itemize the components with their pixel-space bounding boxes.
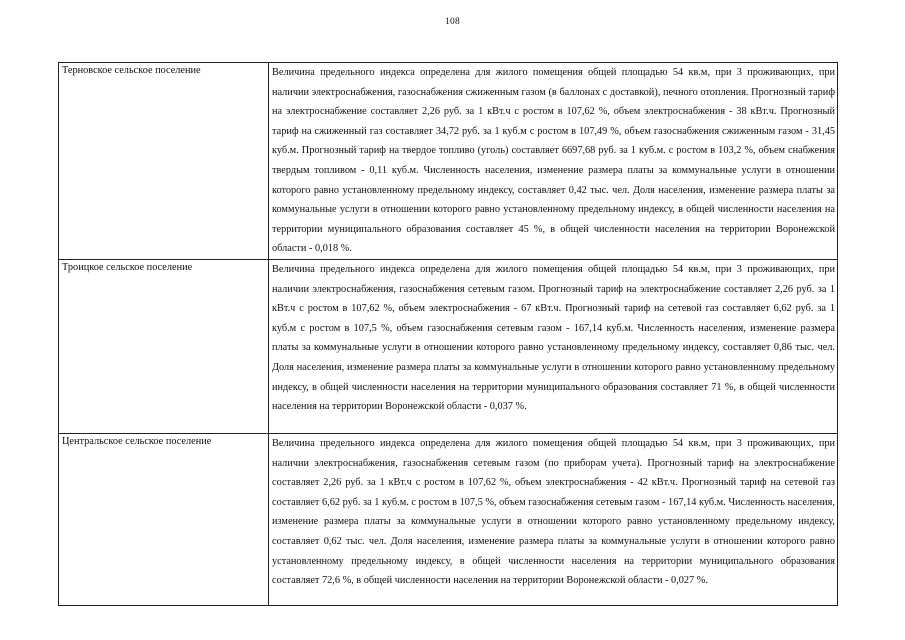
index-description-cell: Величина предельного индекса определена для жилого помещения общей площадью 54 кв.м, при 3 проживающих, при наличии электроснабжения, газоснабжения сетевым газом. Прогнозный тариф на электроснабжение составляет 2,26 руб. за 1 кВт.ч с ростом в 107,62 %, объем электроснабжения - 67 кВт.ч. Прогнозный тариф на сетевой газ составляет 6,62 руб. за 1 куб.м с ростом в 107,5 %, объем газоснабжения сетевым газом - 167,14 куб.м. Численность населения, изменение размера платы за коммунальные услуги в отношении которого равно установленному предельному индексу, составляет 0,86 тыс. чел. Доля населения, изменение размера платы за коммунальные услуги в отношении которого равно установленному предельному индексу, в общей численности населения на территории муниципального образования составляет 71 %, в общей численности населения на территории Воронежской области - 0,037 %.: [269, 259, 838, 433]
settlement-name-cell: Центральское сельское поселение: [59, 433, 269, 605]
settlements-table: [58, 62, 838, 606]
index-description-cell: Величина предельного индекса определена для жилого помещения общей площадью 54 кв.м, при 3 проживающих, при наличии электроснабжения, газоснабжения сетевым газом (по приборам учета). Прогнозный тариф на электроснабжение составляет 2,26 руб. за 1 кВт.ч с ростом в 107,62 %, объем электроснабжения - 42 кВт.ч. Прогнозный тариф на сетевой газ составляет 6,62 руб. за 1 куб.м. с ростом в 107,5 %, объем газоснабжения сетевым газом - 167,14 куб.м. Численность населения, изменение размера платы за коммунальные услуги в отношении которого равно установленному предельному индексу, составляет 0,62 тыс. чел. Доля населения, изменение размера платы за коммунальные услуги в отношении которого равно установленному предельному индексу, в общей численности населения на территории муниципального образования составляет 72,6 %, в общей численности населения на территории Воронежской области - 0,027 %.: [269, 433, 838, 605]
page-number: 108: [445, 17, 460, 27]
table-row: [59, 259, 838, 433]
settlement-name-cell: Троицкое сельское поселение: [59, 259, 269, 433]
index-description-cell: Величина предельного индекса определена для жилого помещения общей площадью 54 кв.м, при 3 проживающих, при наличии электроснабжения, газоснабжения сжиженным газом (в баллонах с доставкой), печного отопления. Прогнозный тариф на электроснабжение составляет 2,26 руб. за 1 кВт.ч с ростом в 107,62 %, объем электроснабжения - 38 кВт.ч. Прогнозный тариф на сжиженный газ составляет 34,72 руб. за 1 куб.м с ростом в 107,49 %, объем газоснабжения сжиженным газом - 31,45 куб.м. Прогнозный тариф на твердое топливо (уголь) составляет 6697,68 руб. за 1 куб.м. с ростом в 103,2 %, объем снабжения твердым топливом - 0,11 куб.м. Численность населения, изменение размера платы за коммунальные услуги в отношении которого равно установленному предельному индексу, составляет 0,42 тыс. чел. Доля населения, изменение размера платы за коммунальные услуги в отношении которого равно установленному предельному индексу, в общей численности населения на территории муниципального образования составляет 45 %, в общей численности населения на территории Воронежской области - 0,018 %.: [269, 63, 838, 260]
table-row: [59, 433, 838, 605]
settlement-name-cell: Терновское сельское поселение: [59, 63, 269, 260]
table-row: [59, 63, 838, 260]
